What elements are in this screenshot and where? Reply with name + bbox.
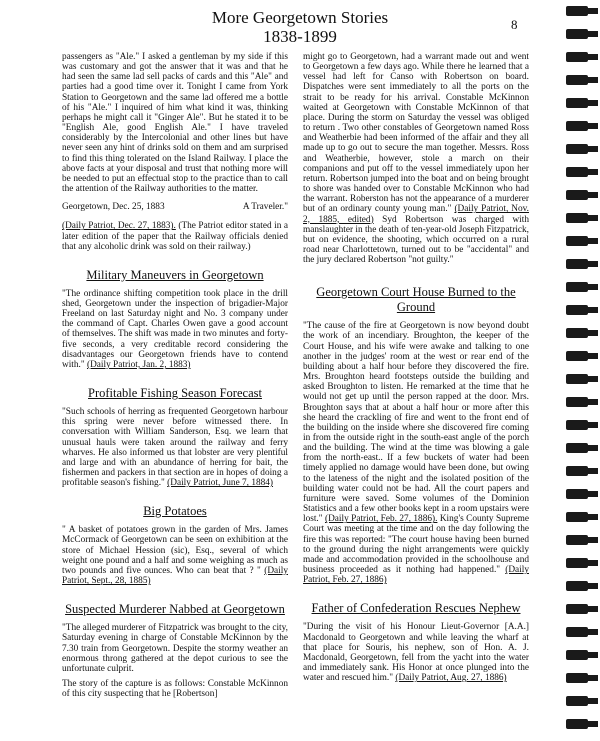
article-capture-outcome: Syd Robertson was charged with manslaughter in the death of ten-year-old Joseph Fitzpatrick, but on evidence, the shooting, which occurred on a rural road near Charlottetown, turned out to be "accidental" and the jury declared Robertson "not guilty." [303,214,529,266]
letter-text: passengers as "Ale." I asked a gentleman by my side if this was customary and got the answer that it was and that he had seen the same lad sell packs of cards and this "Ale" and parties had a good time over it. Tonight I came from York Station to Georgetown and the same lad offered me a bottle of his "Ale." I inquired of him what kind it was, thinking perhaps he might call it "Ginger Ale". But he stated it to be "English Ale, good English Ale." I have traveled considerably by the Intercolonial and other lines but have never seen any hint of drinks sold on them and am surprised to find this thing tolerated on the Island Railway. I place the above facts at your disposal and trust that nothing more will be needed to put an effectual stop to the practice than to call the attention of the Railway authorities to the matter. [62,52,288,195]
page-header [150,8,450,46]
binding-ring [566,558,588,568]
heading-murderer: Suspected Murderer Nabbed at Georgetown [65,602,285,617]
article-courthouse-text: "The cause of the fire at Georgetown is now beyond doubt the work of an incendiary. Broughton, the keeper of the Court House, and his wife were awake and talking to one another in the judges' room at the west or rear end of the building about a half hour before they discovered the fire. Mrs. Broughton heard footsteps outside the building and asked Broughton to listen. He remarked at the time that he would not get up until the person rapped at the door. Mrs. Broughton says that at about a half hour or more after this she heard the crackling of fire and went to the front end of the building on the inside where she discovered fire coming in from the outside right in the south-east angle of the porch and the building. The wind at the time was blowing a gale from the north-east.. If a few buckets of water had been timely applied no damage would have been done, but owing to the lateness of the night and the isolated position of the building water could not be had. All the court papers and furniture were saved. Some volumes of the Dominion Statistics and a few other books kept in a room upstairs were lost." [303,321,529,525]
article-nephew-source: (Daily Patriot, Aug. 27, 1886) [395,673,507,684]
binding-ring [566,443,588,453]
binding-ring [566,167,588,177]
article-capture-source: (Daily Patriot, Nov. 2, 1885, edited) [303,204,529,225]
binding-ring [566,98,588,108]
spiral-binding [566,0,600,741]
article-courthouse-followup-source: (Daily Patriot, Feb. 27, 1886) [303,565,529,586]
article-potatoes-text: " A basket of potatoes grown in the garden of Mrs. James McCormack of Georgetown can be seen on exhibition at the store of Michael Hession (sic), Esq., several of which weight one pound and a half and some weighing as much as two pounds and five ounces. Who can beat that ? " [62,525,288,576]
binding-ring [566,213,588,223]
article-military-text: "The ordinance shifting competition took place in the drill shed, Georgetown under the inspection of brigadier-Major Freeland on last Saturday night and No. 3 company under the command of Capt. Charles Owen gave a good account of themselves. The shift was made in two minutes and forty-five seconds, a very creditable record considering the disadvantages our Georgetown friends have to contend with." [62,288,288,370]
binding-ring [566,75,588,85]
binding-ring [566,696,588,706]
letter-signature: A Traveler." [242,202,288,213]
article-capture-text: might go to Georgetown, had a warrant made out and went to Georgetown a few days ago. While there he learned that a vessel had left for Canso with Robertson on board. Dispatches were sent immediately to all the ports on the strait to be ready for his arrival. Constable McKinnon waited at Georgetown with Constable McKinnon of that place. During the storm on Saturday the vessel was obliged to return . Two other constables of Georgetown named Ross and Weatherbie had been informed of the affair and they all made up to go out to secure the man together. Messrs. Ross and Weatherbie, however, stole a march on their companions and put off to the vessel immediately upon her return. Robertson jumped into the boat and on being brought to shore was handed over to Constable McKinnon who had the warrant. Roberston has not the appearance of a murderer but of an ordinary county young man." [303,52,529,215]
article-potatoes [62,525,288,586]
heading-military: Military Maneuvers in Georgetown [86,267,264,282]
editor-note: (The Patriot editor stated in a later edition of the paper that the Railway officials denied that any alcoholic drink was sold on their railway.) [62,221,288,252]
article-murderer-continued: The story of the capture is as follows: Constable McKinnon of this city suspecting that he [Robertson] [62,679,288,700]
heading-courthouse: Georgetown Court House Burned to the Ground [316,285,516,315]
right-column [303,52,529,683]
letter-dateline: Georgetown, Dec. 25, 1883 [62,202,165,213]
binding-ring [566,351,588,361]
article-murderer-text: "The alleged murderer of Fitzpatrick was brought to the city, Saturday evening in charge of Constable McKinnon by the 7.30 train from Georgetown. Despite the stormy weather an enormous throng gathered at the depot curious to see the unfortunate culprit. [62,623,288,674]
heading-potatoes: Big Potatoes [143,504,207,519]
binding-ring [566,466,588,476]
binding-ring [566,581,588,591]
binding-ring [566,420,588,430]
article-potatoes-source: (Daily Patriot, Sept., 28, 1885) [62,565,288,587]
article-military-source: (Daily Patriot, Jan. 2, 1883) [86,359,191,370]
binding-ring [566,673,588,683]
binding-ring [566,535,588,545]
editor-note-paragraph [62,221,288,251]
page-years: 1838-1899 [263,27,337,46]
binding-ring [566,282,588,292]
binding-ring [566,397,588,407]
binding-ring [566,259,588,269]
binding-ring [566,512,588,522]
article-nephew-text: "During the visit of his Honour Lieut-Governor [A.A.] Macdonald to Georgetown and while leaving the wharf at that place for Souris, his nephew, son of Hon. A. J. Macdonald, Georgetown, fell from the yacht into the water and immediately sank. His Honor at once plunged into the water and rescued him." [303,622,529,684]
article-courthouse-followup: King's County Supreme Court was meeting at the time and on the day following the fire this was reported: "The court house having been burned to the ground during the night arrangements were quickly made and accommodation provided in the schoolhouse and business proceeded as it nothing had happened." [303,514,529,576]
binding-ring [566,144,588,154]
binding-ring [566,236,588,246]
binding-ring [566,627,588,637]
article-fishing [62,407,288,488]
binding-ring [566,29,588,39]
editor-note-source: (Daily Patriot, Dec. 27, 1883). [62,221,176,232]
binding-ring [566,121,588,131]
article-fishing-text: "Such schools of herring as frequented Georgetown harbour this spring were never before witnessed there. In conversation with William Sanderson, Esq. we learn that unusual hauls were taken around the railway and ferry wharves. He also informed us that lobster are very plentiful and large and with an abundance of herring for bait, the fishermen and packers in that section are in hopes of doing a profitable season's fishing." [62,407,288,489]
article-capture [303,52,529,265]
letter-signoff [62,202,288,212]
binding-ring [566,190,588,200]
heading-fishing: Profitable Fishing Season Forecast [88,386,262,401]
page-title: More Georgetown Stories [211,8,389,27]
binding-ring [566,650,588,660]
binding-ring [566,604,588,614]
binding-ring [566,719,588,729]
article-courthouse-source: (Daily Patriot, Feb. 27, 1886). [324,514,438,525]
heading-nephew: Father of Confederation Rescues Nephew [311,601,521,616]
article-fishing-source: (Daily Patriot, June 7, 1884) [167,478,274,489]
binding-ring [566,305,588,315]
binding-ring [566,489,588,499]
binding-ring [566,328,588,338]
article-nephew [303,622,529,683]
binding-ring [566,52,588,62]
left-column [62,52,288,699]
page-number: 8 [511,17,518,32]
binding-ring [566,6,588,16]
article-military [62,289,288,370]
binding-ring [566,374,588,384]
article-courthouse [303,321,529,585]
